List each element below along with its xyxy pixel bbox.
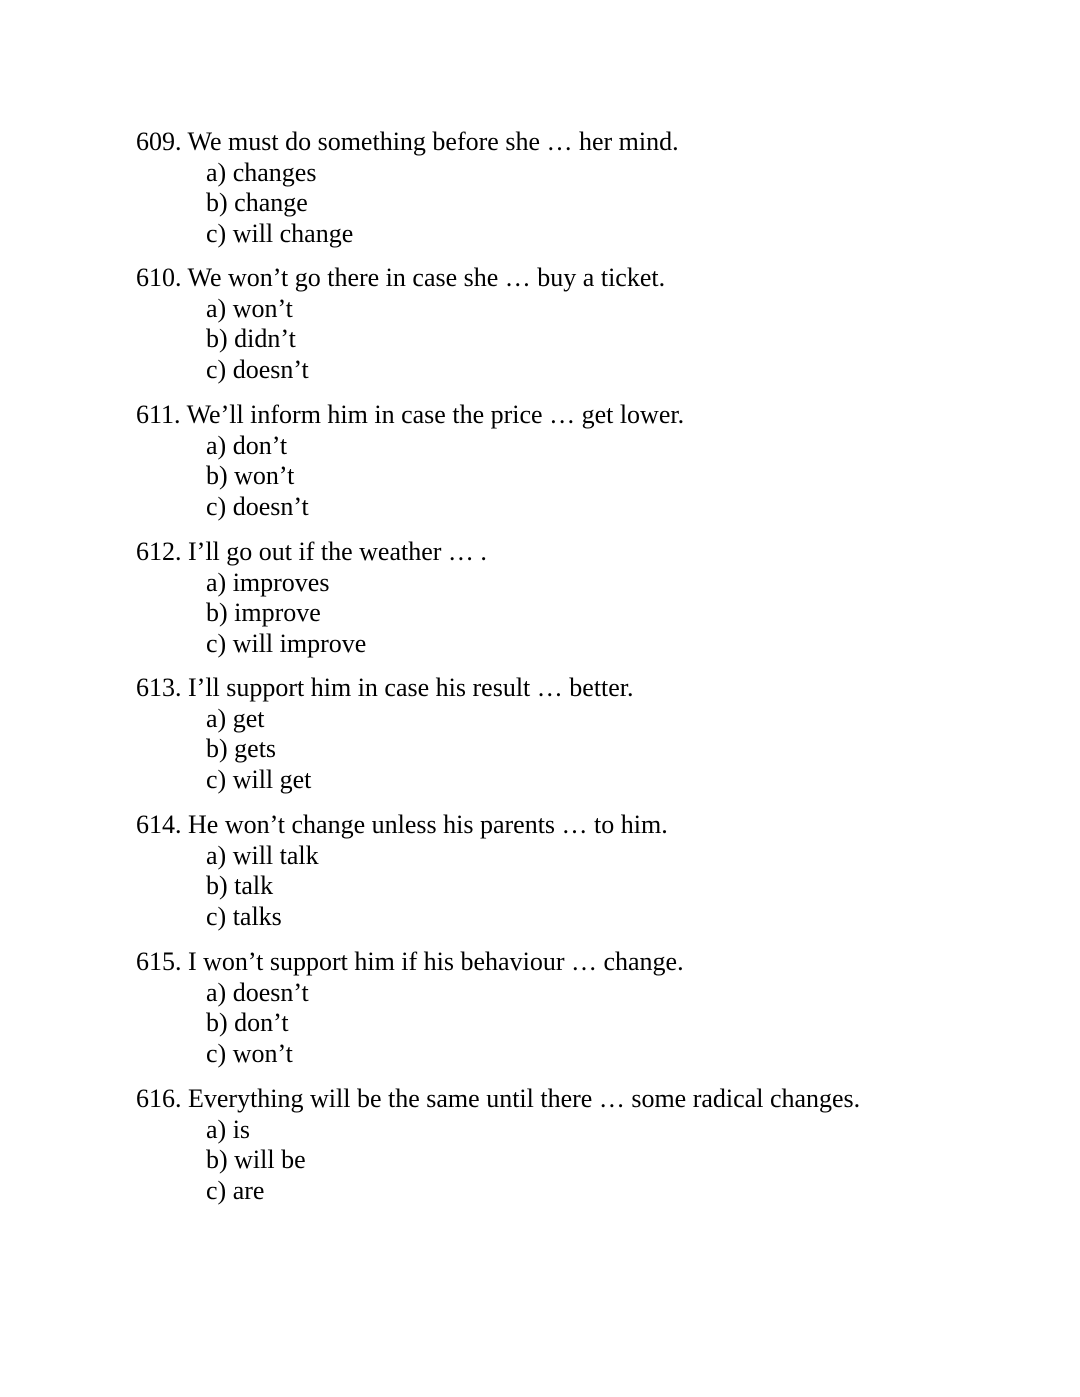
option-a: a) will talk <box>206 840 319 870</box>
option-c: c) talks <box>206 901 282 931</box>
answer-options <box>136 1115 1036 1207</box>
option-c: c) will change <box>206 218 354 248</box>
option-b: b) change <box>206 188 308 217</box>
option-a: a) don’t <box>206 430 288 460</box>
question-stem: 615. I won’t support him if his behaviour … change. <box>136 947 684 976</box>
question-stem: 611. We’ll inform him in case the price … get lower. <box>136 400 685 429</box>
option-c: c) are <box>206 1175 265 1205</box>
question-stem: 612. I’ll go out if the weather … . <box>136 537 487 566</box>
option-b: b) don’t <box>206 1008 289 1037</box>
option-a: a) get <box>206 703 265 733</box>
answer-options <box>136 158 1036 250</box>
option-c: c) doesn’t <box>206 491 309 521</box>
question-stem: 610. We won’t go there in case she … buy a ticket. <box>136 263 666 292</box>
question-stem: 614. He won’t change unless his parents … to him. <box>136 810 668 839</box>
option-b: b) will be <box>206 1145 306 1174</box>
answer-options <box>136 431 1036 523</box>
question-614 <box>136 810 1036 932</box>
question-611 <box>136 400 1036 522</box>
question-612 <box>136 537 1036 659</box>
option-a: a) doesn’t <box>206 977 309 1007</box>
option-b: b) didn’t <box>206 324 296 353</box>
question-609 <box>136 127 1036 249</box>
question-stem: 616. Everything will be the same until there … some radical changes. <box>136 1084 861 1113</box>
question-615 <box>136 947 1036 1069</box>
question-stem: 613. I’ll support him in case his result … better. <box>136 673 634 702</box>
option-a: a) won’t <box>206 293 293 323</box>
answer-options <box>136 841 1036 933</box>
option-c: c) will get <box>206 764 312 794</box>
option-b: b) improve <box>206 598 321 627</box>
question-stem: 609. We must do something before she … her mind. <box>136 127 679 156</box>
option-b: b) gets <box>206 734 277 763</box>
option-c: c) won’t <box>206 1038 293 1068</box>
option-c: c) doesn’t <box>206 354 309 384</box>
option-a: a) is <box>206 1114 251 1144</box>
question-613 <box>136 673 1036 795</box>
option-a: a) improves <box>206 567 330 597</box>
answer-options <box>136 704 1036 796</box>
question-616 <box>136 1084 1036 1206</box>
option-b: b) won’t <box>206 461 295 490</box>
option-a: a) changes <box>206 157 317 187</box>
answer-options <box>136 294 1036 386</box>
option-b: b) talk <box>206 871 274 900</box>
question-610 <box>136 263 1036 385</box>
option-c: c) will improve <box>206 628 367 658</box>
answer-options <box>136 568 1036 660</box>
answer-options <box>136 978 1036 1070</box>
